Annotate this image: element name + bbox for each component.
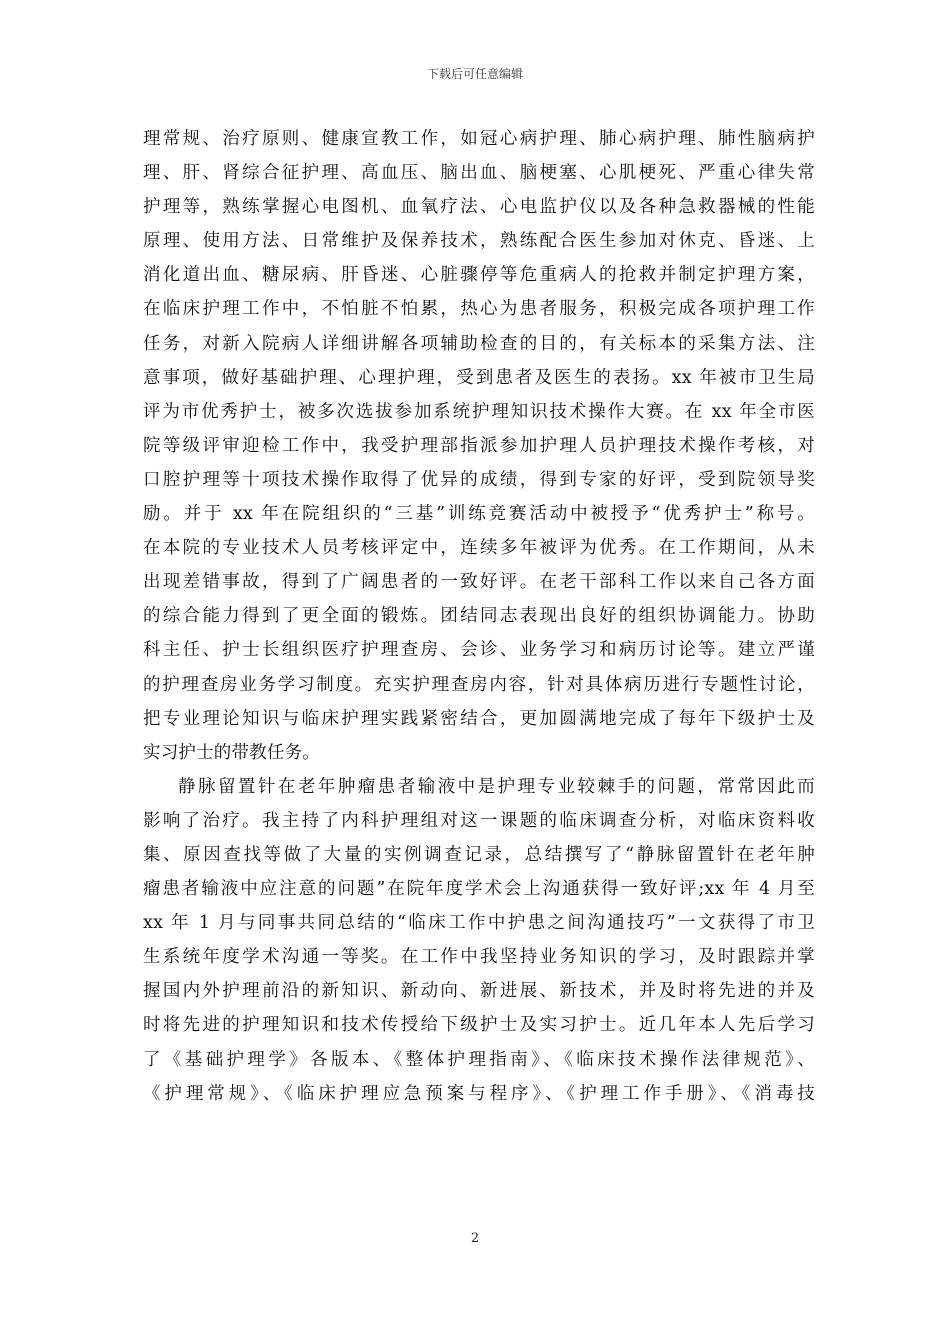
text-line: 出现差错事故，得到了广阔患者的一致好评。在老干部科工作以来自己各方面 (143, 572, 815, 593)
text-line: 评为市优秀护士，被多次选拔参加系统护理知识技术操作大赛。在 xx 年全市医 (143, 401, 815, 422)
text-line: 在本院的专业技术人员考核评定中，连续多年被评为优秀。在工作期间，从未 (143, 538, 815, 559)
text-line: 口腔护理等十项技术操作取得了优异的成绩，得到专家的好评，受到院领导奖 (143, 469, 815, 490)
text-line: 原理、使用方法、日常维护及保养技术，熟练配合医生参加对休克、昏迷、上 (143, 231, 815, 252)
text-line: 在临床护理工作中，不怕脏不怕累，热心为患者服务，积极完成各项护理工作 (143, 299, 815, 320)
text-line: 院等级评审迎检工作中，我受护理部指派参加护理人员护理技术操作考核，对 (143, 435, 815, 456)
text-line: 集、原因查找等做了大量的实例调查记录，总结撰写了“静脉留置针在老年肿 (143, 844, 815, 865)
text-line: 护理等，熟练掌握心电图机、血氧疗法、心电监护仪以及各种急救器械的性能 (143, 197, 815, 218)
text-line: 励。并于 xx 年在院组织的“三基”训练竞赛活动中被授予“优秀护士”称号。 (143, 504, 815, 525)
text-line: 把专业理论知识与临床护理实践紧密结合，更加圆满地完成了每年下级护士及 (143, 708, 815, 729)
text-line: 消化道出血、糖尿病、肝昏迷、心脏骤停等危重病人的抢救并制定护理方案， (143, 265, 815, 286)
paragraph (143, 122, 815, 770)
text-line: 时将先进的护理知识和技术传授给下级护士及实习护士。近几年本人先后学习 (143, 1015, 815, 1036)
text-line: 意事项，做好基础护理、心理护理，受到患者及医生的表扬。xx 年被市卫生局 (143, 367, 815, 388)
text-line: 任务，对新入院病人详细讲解各项辅助检查的目的，有关标本的采集方法、注 (143, 333, 815, 354)
text-line: 生系统年度学术沟通一等奖。在工作中我坚持业务知识的学习，及时跟踪并掌 (143, 947, 815, 968)
page-header: 下载后可任意编辑 (426, 67, 523, 81)
text-line: 影响了治疗。我主持了内科护理组对这一课题的临床调查分析，对临床资料收 (143, 810, 815, 831)
document-body (143, 122, 815, 1111)
text-line: 的综合能力得到了更全面的锻炼。团结同志表现出良好的组织协调能力。协助 (143, 606, 815, 627)
text-line: 科主任、护士长组织医疗护理查房、会诊、业务学习和病历讨论等。建立严谨 (143, 640, 815, 661)
text-line: 瘤患者输液中应注意的问题”在院年度学术会上沟通获得一致好评;xx 年 4 月至 (143, 879, 815, 900)
text-line: 《护理常规》、《临床护理应急预案与程序》、《护理工作手册》、《消毒技 (143, 1083, 815, 1104)
text-line: 了《基础护理学》各版本、《整体护理指南》、《临床技术操作法律规范》、 (143, 1049, 815, 1070)
text-line: xx 年 1 月与同事共同总结的“临床工作中护患之间沟通技巧”一文获得了市卫 (143, 913, 815, 934)
text-line: 握国内外护理前沿的新知识、新动向、新进展、新技术，并及时将先进的并及 (143, 981, 815, 1002)
paragraph (143, 770, 815, 1111)
text-line: 的护理查房业务学习制度。充实护理查房内容，针对具体病历进行专题性讨论， (143, 674, 815, 695)
text-line: 实习护士的带教任务。 (143, 742, 320, 763)
text-line: 静脉留置针在老年肿瘤患者输液中是护理专业较棘手的问题，常常因此而 (178, 776, 815, 797)
page-number: 2 (470, 1231, 480, 1246)
text-line: 理、肝、肾综合征护理、高血压、脑出血、脑梗塞、心肌梗死、严重心律失常 (143, 163, 815, 184)
text-line: 理常规、治疗原则、健康宣教工作，如冠心病护理、肺心病护理、肺性脑病护 (143, 129, 815, 149)
